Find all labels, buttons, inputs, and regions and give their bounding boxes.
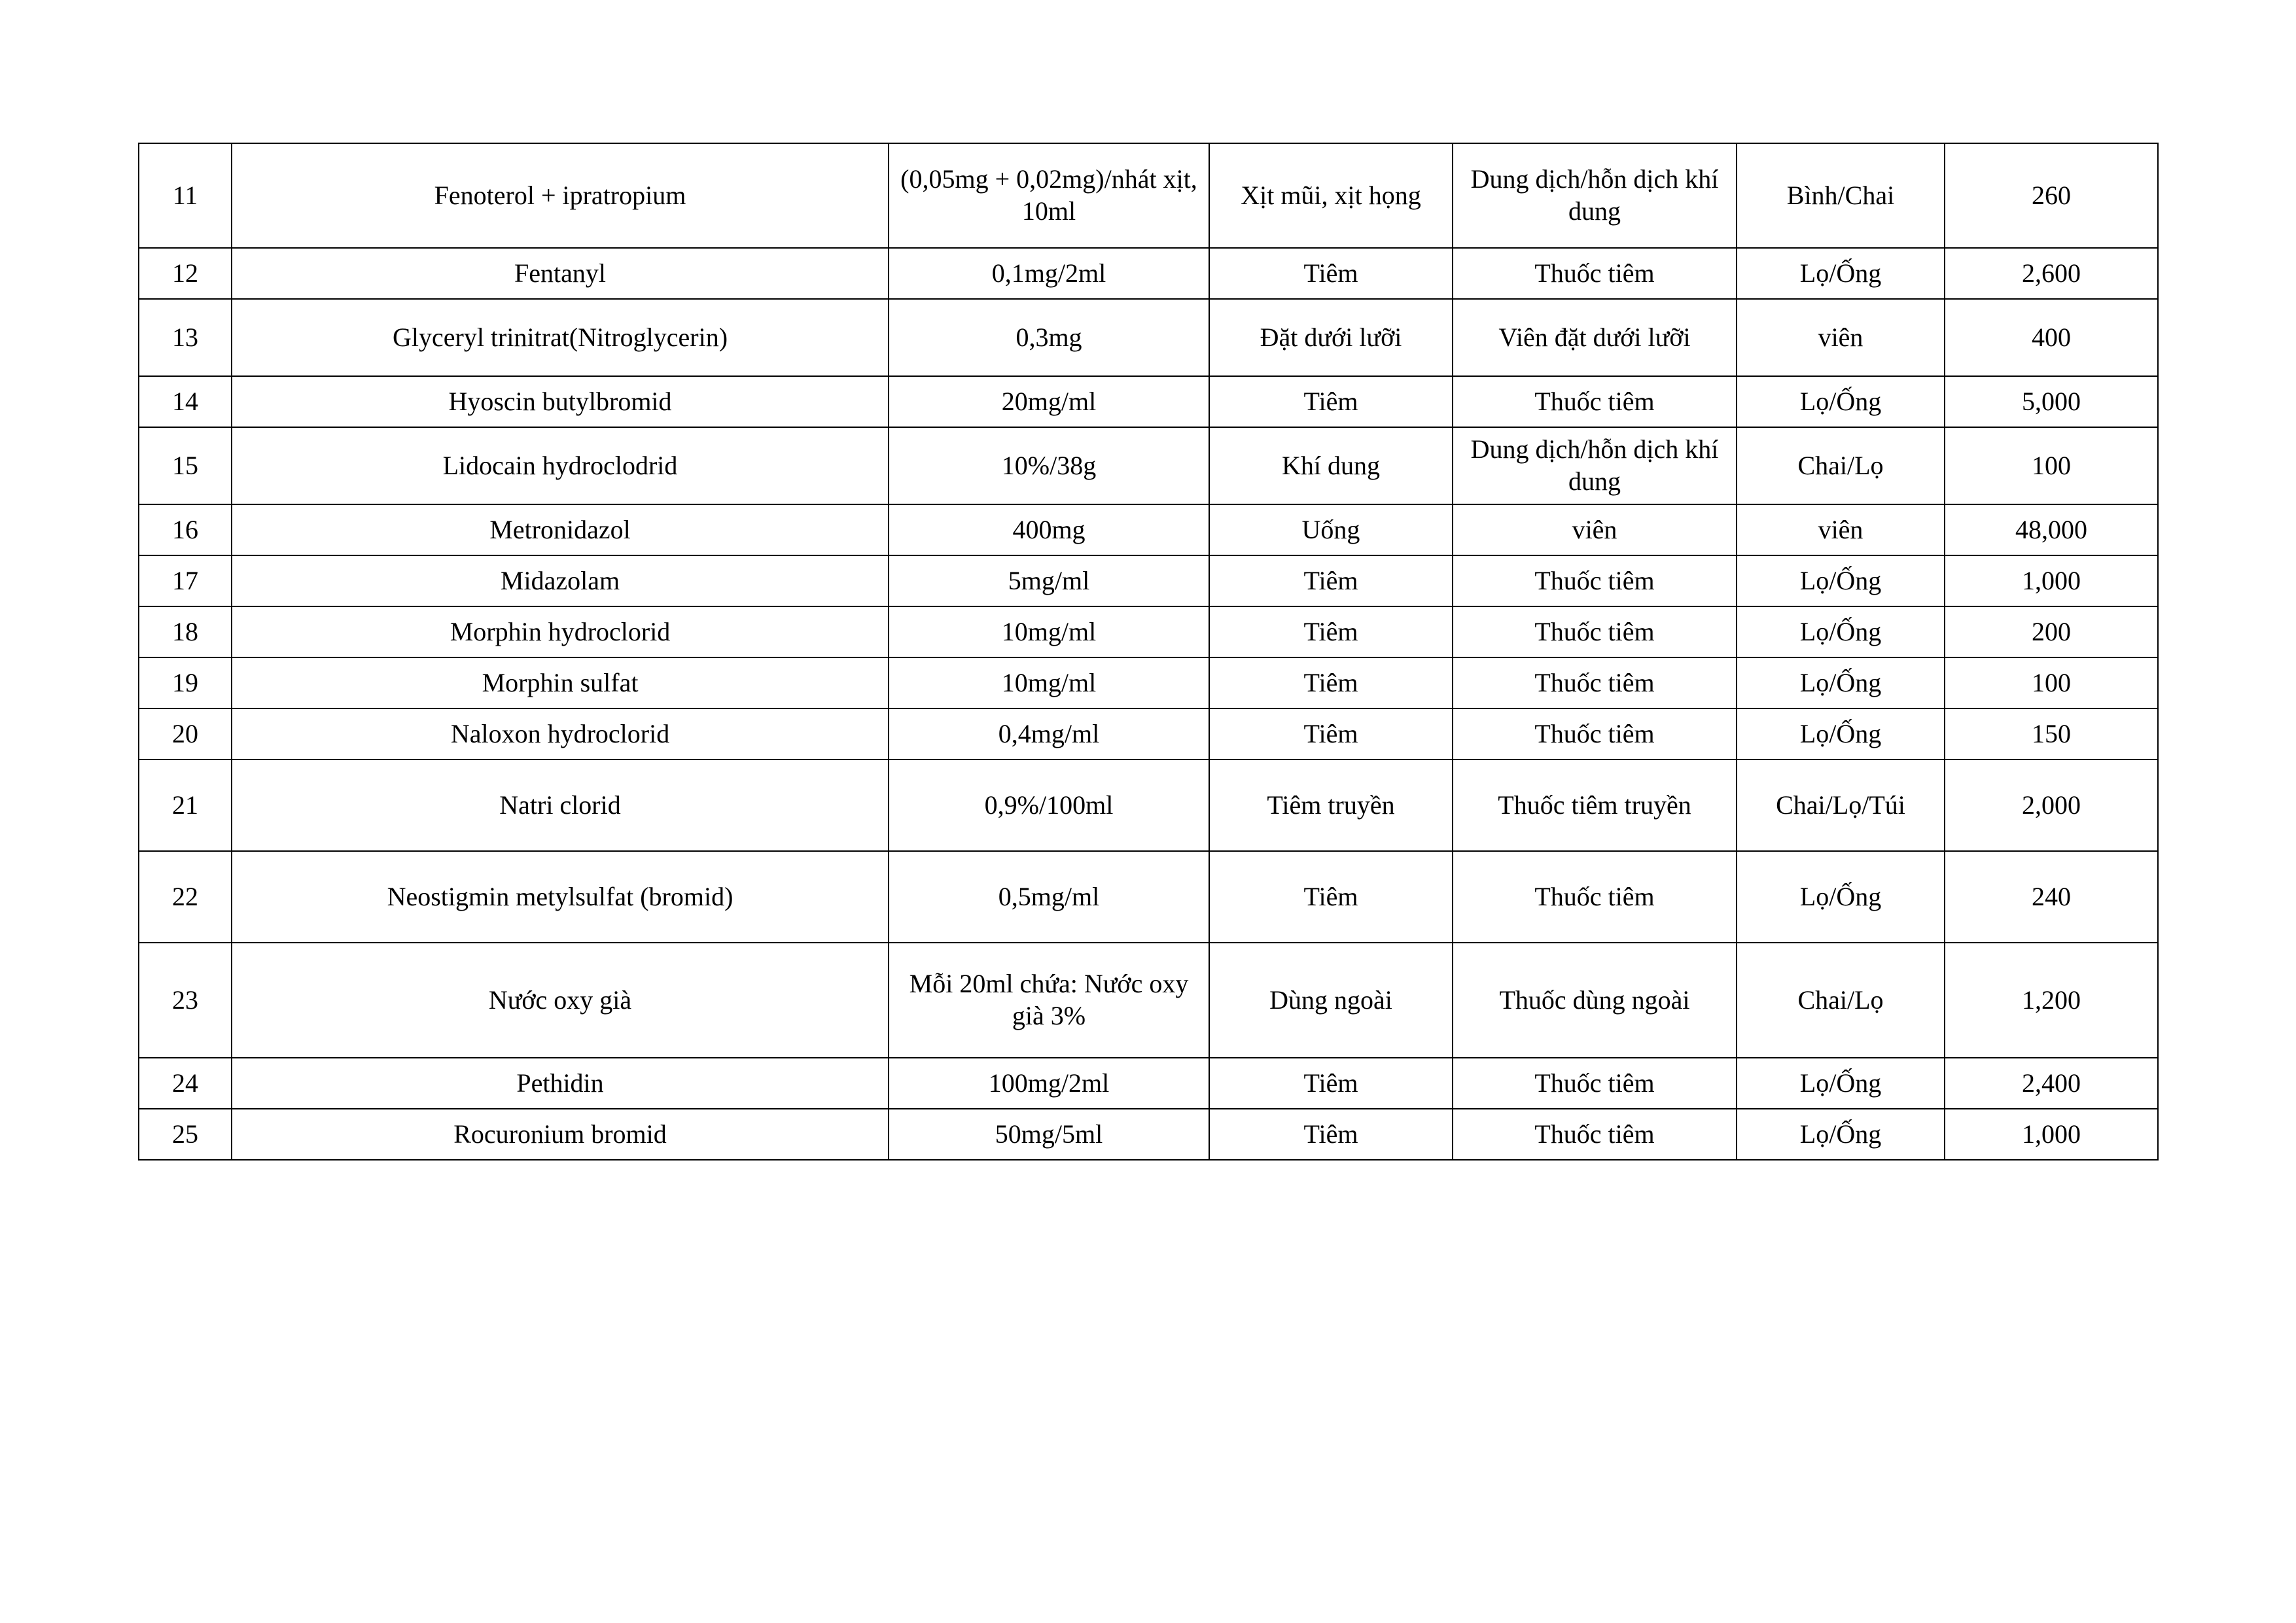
cell-quantity: 2,600 bbox=[1945, 248, 2158, 299]
table-row bbox=[139, 657, 2158, 708]
cell-concentration: 400mg bbox=[889, 504, 1209, 555]
cell-stt: 24 bbox=[139, 1058, 232, 1109]
table-row bbox=[139, 606, 2158, 657]
cell-unit: Lọ/Ống bbox=[1737, 657, 1945, 708]
cell-concentration: (0,05mg + 0,02mg)/nhát xịt, 10ml bbox=[889, 143, 1209, 248]
cell-name: Hyoscin butylbromid bbox=[232, 376, 889, 427]
cell-route: Tiêm bbox=[1209, 555, 1453, 606]
table-row bbox=[139, 143, 2158, 248]
cell-concentration: 0,4mg/ml bbox=[889, 708, 1209, 759]
table-row bbox=[139, 1109, 2158, 1160]
cell-name: Naloxon hydroclorid bbox=[232, 708, 889, 759]
cell-name: Natri clorid bbox=[232, 759, 889, 851]
cell-name: Rocuronium bromid bbox=[232, 1109, 889, 1160]
cell-name: Glyceryl trinitrat(Nitroglycerin) bbox=[232, 299, 889, 376]
cell-quantity: 2,000 bbox=[1945, 759, 2158, 851]
table-row bbox=[139, 851, 2158, 943]
cell-stt: 21 bbox=[139, 759, 232, 851]
cell-form: viên bbox=[1453, 504, 1737, 555]
cell-concentration: 10mg/ml bbox=[889, 657, 1209, 708]
cell-stt: 25 bbox=[139, 1109, 232, 1160]
cell-quantity: 150 bbox=[1945, 708, 2158, 759]
cell-concentration: 10%/38g bbox=[889, 427, 1209, 504]
cell-quantity: 1,000 bbox=[1945, 555, 2158, 606]
cell-form: Thuốc tiêm truyền bbox=[1453, 759, 1737, 851]
cell-route: Tiêm bbox=[1209, 1058, 1453, 1109]
cell-unit: viên bbox=[1737, 504, 1945, 555]
cell-form: Thuốc dùng ngoài bbox=[1453, 943, 1737, 1058]
cell-quantity: 260 bbox=[1945, 143, 2158, 248]
cell-stt: 18 bbox=[139, 606, 232, 657]
cell-quantity: 2,400 bbox=[1945, 1058, 2158, 1109]
table-row bbox=[139, 504, 2158, 555]
drug-table-body bbox=[139, 143, 2158, 1160]
cell-route: Uống bbox=[1209, 504, 1453, 555]
cell-form: Thuốc tiêm bbox=[1453, 555, 1737, 606]
cell-concentration: 5mg/ml bbox=[889, 555, 1209, 606]
cell-concentration: 0,9%/100ml bbox=[889, 759, 1209, 851]
cell-concentration: 20mg/ml bbox=[889, 376, 1209, 427]
table-row bbox=[139, 376, 2158, 427]
cell-route: Tiêm bbox=[1209, 657, 1453, 708]
cell-route: Tiêm bbox=[1209, 1109, 1453, 1160]
cell-route: Khí dung bbox=[1209, 427, 1453, 504]
cell-stt: 22 bbox=[139, 851, 232, 943]
cell-name: Midazolam bbox=[232, 555, 889, 606]
cell-route: Tiêm bbox=[1209, 248, 1453, 299]
cell-form: Thuốc tiêm bbox=[1453, 248, 1737, 299]
cell-unit: viên bbox=[1737, 299, 1945, 376]
cell-quantity: 1,200 bbox=[1945, 943, 2158, 1058]
cell-unit: Lọ/Ống bbox=[1737, 376, 1945, 427]
cell-form: Viên đặt dưới lưỡi bbox=[1453, 299, 1737, 376]
cell-concentration: 100mg/2ml bbox=[889, 1058, 1209, 1109]
cell-form: Dung dịch/hỗn dịch khí dung bbox=[1453, 143, 1737, 248]
cell-stt: 19 bbox=[139, 657, 232, 708]
cell-route: Đặt dưới lưỡi bbox=[1209, 299, 1453, 376]
cell-route: Tiêm bbox=[1209, 376, 1453, 427]
drug-table-wrapper bbox=[138, 143, 2157, 1161]
table-row bbox=[139, 248, 2158, 299]
cell-quantity: 5,000 bbox=[1945, 376, 2158, 427]
cell-route: Tiêm truyền bbox=[1209, 759, 1453, 851]
cell-concentration: 50mg/5ml bbox=[889, 1109, 1209, 1160]
cell-name: Morphin hydroclorid bbox=[232, 606, 889, 657]
cell-form: Thuốc tiêm bbox=[1453, 1109, 1737, 1160]
cell-quantity: 48,000 bbox=[1945, 504, 2158, 555]
table-row bbox=[139, 759, 2158, 851]
cell-unit: Bình/Chai bbox=[1737, 143, 1945, 248]
table-row bbox=[139, 1058, 2158, 1109]
cell-stt: 15 bbox=[139, 427, 232, 504]
cell-name: Neostigmin metylsulfat (bromid) bbox=[232, 851, 889, 943]
cell-name: Fentanyl bbox=[232, 248, 889, 299]
cell-unit: Chai/Lọ/Túi bbox=[1737, 759, 1945, 851]
cell-form: Thuốc tiêm bbox=[1453, 1058, 1737, 1109]
cell-stt: 17 bbox=[139, 555, 232, 606]
cell-form: Thuốc tiêm bbox=[1453, 657, 1737, 708]
cell-form: Thuốc tiêm bbox=[1453, 376, 1737, 427]
cell-route: Tiêm bbox=[1209, 708, 1453, 759]
cell-stt: 23 bbox=[139, 943, 232, 1058]
table-row bbox=[139, 943, 2158, 1058]
cell-concentration: 0,1mg/2ml bbox=[889, 248, 1209, 299]
cell-concentration: 0,3mg bbox=[889, 299, 1209, 376]
table-row bbox=[139, 299, 2158, 376]
cell-form: Thuốc tiêm bbox=[1453, 708, 1737, 759]
cell-form: Dung dịch/hỗn dịch khí dung bbox=[1453, 427, 1737, 504]
cell-stt: 20 bbox=[139, 708, 232, 759]
cell-quantity: 240 bbox=[1945, 851, 2158, 943]
cell-stt: 13 bbox=[139, 299, 232, 376]
cell-quantity: 400 bbox=[1945, 299, 2158, 376]
cell-route: Tiêm bbox=[1209, 606, 1453, 657]
drug-table bbox=[138, 143, 2159, 1161]
cell-stt: 14 bbox=[139, 376, 232, 427]
cell-quantity: 200 bbox=[1945, 606, 2158, 657]
cell-stt: 16 bbox=[139, 504, 232, 555]
cell-stt: 12 bbox=[139, 248, 232, 299]
cell-name: Fenoterol + ipratropium bbox=[232, 143, 889, 248]
cell-quantity: 100 bbox=[1945, 427, 2158, 504]
cell-unit: Chai/Lọ bbox=[1737, 427, 1945, 504]
cell-concentration: 0,5mg/ml bbox=[889, 851, 1209, 943]
cell-unit: Lọ/Ống bbox=[1737, 708, 1945, 759]
cell-stt: 11 bbox=[139, 143, 232, 248]
cell-unit: Lọ/Ống bbox=[1737, 1058, 1945, 1109]
cell-route: Tiêm bbox=[1209, 851, 1453, 943]
cell-quantity: 100 bbox=[1945, 657, 2158, 708]
cell-name: Morphin sulfat bbox=[232, 657, 889, 708]
cell-unit: Lọ/Ống bbox=[1737, 248, 1945, 299]
table-row bbox=[139, 427, 2158, 504]
cell-name: Metronidazol bbox=[232, 504, 889, 555]
cell-unit: Lọ/Ống bbox=[1737, 851, 1945, 943]
table-row bbox=[139, 555, 2158, 606]
cell-unit: Lọ/Ống bbox=[1737, 606, 1945, 657]
cell-concentration: 10mg/ml bbox=[889, 606, 1209, 657]
cell-name: Nước oxy già bbox=[232, 943, 889, 1058]
cell-route: Dùng ngoài bbox=[1209, 943, 1453, 1058]
cell-name: Pethidin bbox=[232, 1058, 889, 1109]
cell-concentration: Mỗi 20ml chứa: Nước oxy già 3% bbox=[889, 943, 1209, 1058]
table-row bbox=[139, 708, 2158, 759]
cell-quantity: 1,000 bbox=[1945, 1109, 2158, 1160]
cell-unit: Lọ/Ống bbox=[1737, 555, 1945, 606]
cell-route: Xịt mũi, xịt họng bbox=[1209, 143, 1453, 248]
cell-unit: Chai/Lọ bbox=[1737, 943, 1945, 1058]
cell-form: Thuốc tiêm bbox=[1453, 606, 1737, 657]
cell-unit: Lọ/Ống bbox=[1737, 1109, 1945, 1160]
cell-form: Thuốc tiêm bbox=[1453, 851, 1737, 943]
cell-name: Lidocain hydroclodrid bbox=[232, 427, 889, 504]
